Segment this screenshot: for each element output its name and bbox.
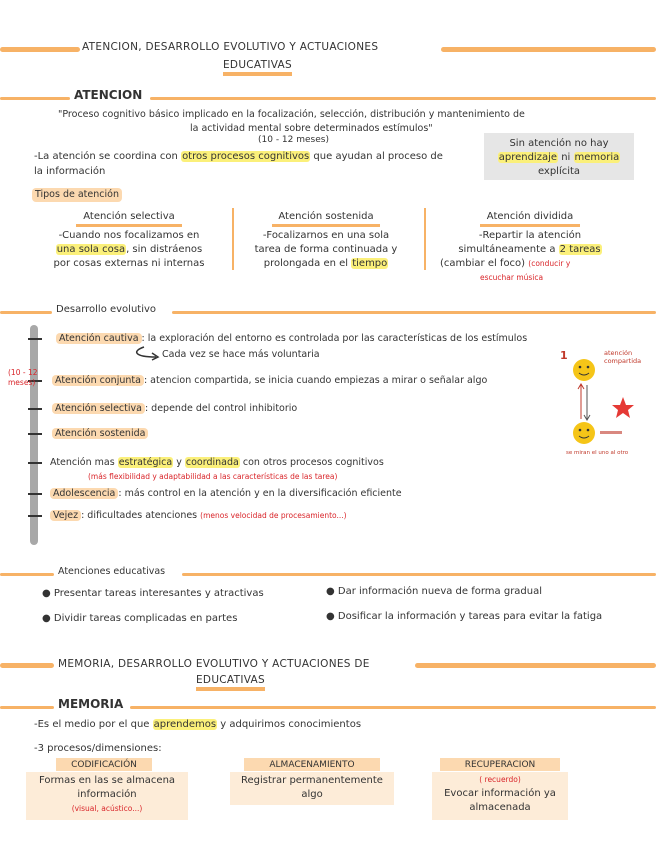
heading-desarrollo: Desarrollo evolutivo: [56, 304, 157, 315]
timeline-tick: [28, 515, 42, 517]
stage-old-age: Vejez : dificultades atenciones (menos velocidad de procesamiento...): [50, 509, 347, 523]
type-divided-l2: simultáneamente a 2 tareas: [458, 244, 601, 255]
process-retrieval-l2: almacenada: [469, 802, 531, 813]
figure-label-line1: atención: [604, 349, 633, 357]
type-selective-l1: -Cuando nos focalizamos en: [58, 230, 200, 241]
figure-label-line2: compartida: [604, 357, 642, 365]
title-underline-left: [0, 663, 54, 668]
coordination-line2: la información: [34, 166, 106, 177]
definition-line2: la actividad mental sobre determinados estímulos": [190, 123, 433, 134]
type-sustained-l2: tarea de forma continuada y: [254, 244, 398, 255]
column-divider: [424, 208, 426, 270]
smiley-faces-icon: [560, 345, 652, 449]
timeline-tick: [28, 338, 42, 340]
figure-number: 1: [560, 349, 568, 362]
section-title-atencion-line1: ATENCION, DESARROLLO EVOLUTIVO Y ACTUACIONES: [82, 41, 379, 53]
joint-attention-figure: [560, 345, 652, 460]
note-box-line2: aprendizaje ni memoria: [498, 152, 620, 163]
heading-actuaciones: Atenciones educativas: [58, 566, 166, 577]
process-retrieval-box: [432, 772, 568, 820]
process-coding-box: [26, 772, 188, 820]
list-item: ● Presentar tareas interesantes y atractivas: [42, 588, 264, 599]
column-divider: [232, 208, 234, 270]
list-item: ● Dividir tareas complicadas en partes: [42, 613, 238, 624]
stage-joint: Atención conjunta : atencion compartida, se inicia cuando empiezas a mirar o señalar algo: [52, 374, 487, 388]
type-sustained-l3: prolongada en el tiempo: [263, 258, 388, 269]
stage-selective: Atención selectiva : depende del control inhibitorio: [52, 402, 297, 416]
type-sustained-title: Atención sostenida: [272, 210, 380, 227]
type-divided-l1: -Repartir la atención: [478, 230, 582, 241]
process-storage-l2: algo: [301, 789, 323, 800]
stage-adolescence: Adolescencia : más control en la atención y en la diversificación eficiente: [50, 487, 402, 501]
heading-rule-left: [0, 97, 70, 100]
note-box-line1: Sin atención no hay: [509, 138, 609, 149]
stage-strategic-note: (más flexibilidad y adaptabilidad a las características de las tarea): [88, 472, 338, 481]
process-storage-l1: Registrar permanentemente: [241, 775, 383, 786]
age-note-line1: (10 - 12: [8, 368, 38, 377]
process-coding-l1: Formas en las se almacena: [38, 775, 176, 786]
heading-rule-right: [150, 97, 656, 100]
memoria-processes: -3 procesos/dimensiones:: [34, 743, 162, 754]
definition-line1: "Proceso cognitivo básico implicado en la focalización, selección, distribución y mantenimiento de: [58, 109, 525, 120]
title-underline-left: [0, 47, 80, 52]
stage-sustained: Atención sostenida: [52, 427, 148, 441]
type-selective-title: Atención selectiva: [76, 210, 182, 227]
heading-memoria: MEMORIA: [58, 697, 124, 711]
type-divided-title: Atención dividida: [480, 210, 580, 227]
stage-captive-sub: Cada vez se hace más voluntaria: [162, 349, 320, 360]
list-item: ● Dar información nueva de forma gradual: [326, 586, 543, 597]
section-title-memoria-line2: EDUCATIVAS: [196, 673, 265, 691]
timeline-tick: [28, 408, 42, 410]
curved-arrow-icon: [130, 345, 166, 361]
process-storage-box: [230, 772, 394, 805]
timeline-tick: [28, 493, 42, 495]
type-divided: [430, 210, 630, 285]
section-title-atencion-line2: EDUCATIVAS: [223, 58, 292, 76]
type-divided-l4: escuchar música: [480, 273, 544, 282]
timeline-bar: [30, 325, 38, 545]
process-coding-l2: información: [77, 789, 137, 800]
process-retrieval-title: RECUPERACION: [464, 760, 536, 770]
process-retrieval-l1: Evocar información ya: [444, 788, 556, 799]
coordination-line1: -La atención se coordina con otros procesos cognitivos que ayudan al proceso de: [34, 151, 443, 162]
types-heading: Tipos de atención: [32, 188, 122, 202]
stage-captive: Atención cautiva : la exploración del entorno es controlada por las características de los estímulos: [56, 332, 527, 346]
definition-note: (10 - 12 meses): [258, 135, 329, 145]
process-storage-title: ALMACENAMIENTO: [269, 760, 355, 770]
type-divided-l3: (cambiar el foco) (conducir y: [440, 258, 571, 269]
heading-rule-right: [172, 311, 656, 314]
memoria-definition: -Es el medio por el que aprendemos y adquirimos conocimientos: [34, 719, 362, 730]
process-coding-title: CODIFICACIÓN: [71, 760, 137, 770]
heading-rule-left: [0, 311, 52, 314]
note-box: [484, 133, 634, 180]
title-underline-right: [441, 47, 656, 52]
type-selective-l2: una sola cosa, sin distráenos: [56, 244, 203, 255]
age-note-line2: meses): [8, 378, 36, 387]
process-coding-note: (visual, acústico...): [71, 804, 143, 813]
note-box-line3: explícita: [537, 166, 581, 177]
timeline-tick: [28, 462, 42, 464]
heading-rule-right: [130, 706, 656, 709]
section-title-memoria-line1: MEMORIA, DESARROLLO EVOLUTIVO Y ACTUACIONES DE: [58, 658, 370, 670]
type-selective: [34, 210, 224, 271]
heading-rule-right: [182, 573, 656, 576]
type-sustained: [236, 210, 416, 271]
title-underline-right: [415, 663, 656, 668]
process-retrieval-note: ( recuerdo): [479, 775, 521, 784]
heading-rule-left: [0, 706, 54, 709]
heading-atencion: ATENCION: [74, 88, 143, 102]
heading-rule-left: [0, 573, 54, 576]
timeline-tick: [28, 433, 42, 435]
type-selective-l3: por cosas externas ni internas: [53, 258, 205, 269]
type-sustained-l1: -Focalizarnos en una sola: [262, 230, 390, 241]
figure-caption: se miran el uno al otro: [566, 450, 629, 456]
list-item: ● Dosificar la información y tareas para evitar la fatiga: [326, 611, 603, 622]
stage-strategic: Atención mas estratégica y coordinada con otros procesos cognitivos: [50, 457, 384, 468]
